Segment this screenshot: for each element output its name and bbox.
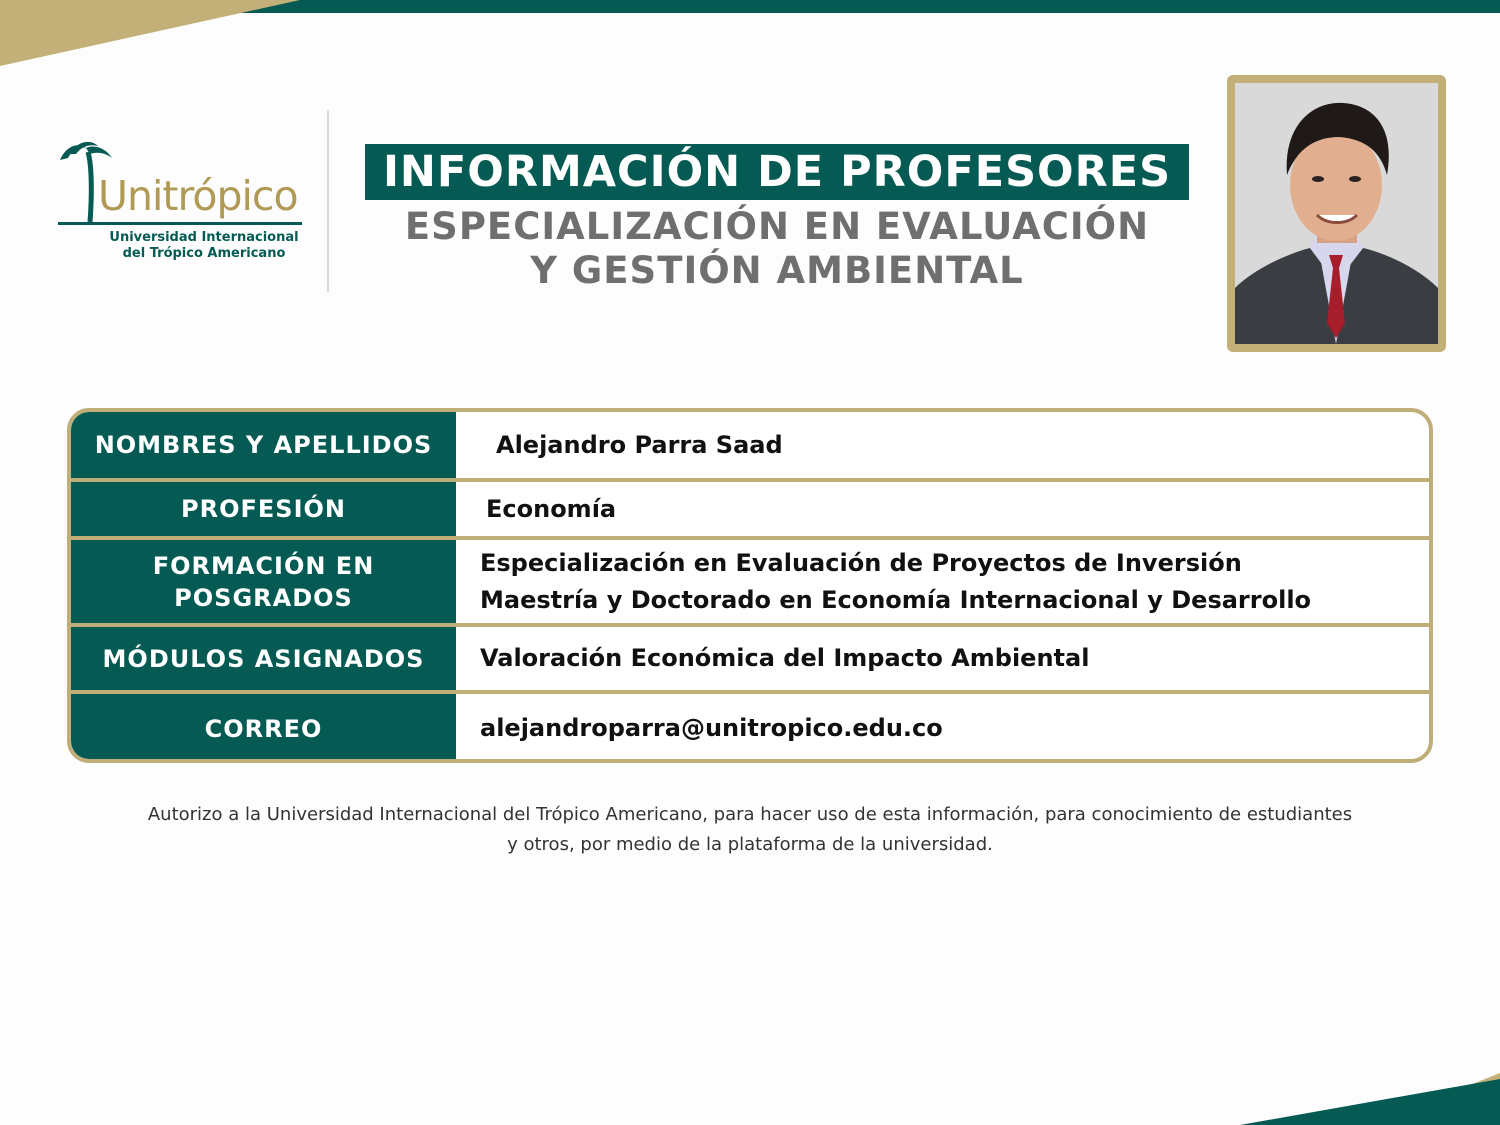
logo-underline: [58, 222, 302, 225]
table-row-email: [71, 694, 1429, 763]
email-value: alejandroparra@unitropico.edu.co: [480, 714, 943, 742]
authorization-line2: y otros, por medio de la plataforma de la universidad.: [507, 834, 993, 855]
professor-name: Alejandro Parra Saad: [496, 430, 783, 459]
row-value: [456, 412, 1429, 478]
modules-value: Valoración Económica del Impacto Ambiental: [480, 644, 1090, 672]
profile-photo-frame: [1227, 75, 1446, 352]
program-subtitle-line1: ESPECIALIZACIÓN EN EVALUACIÓN: [404, 205, 1150, 248]
row-label: CORREO: [71, 694, 456, 763]
row-label: FORMACIÓN EN POSGRADOS: [71, 540, 456, 623]
row-label: NOMBRES Y APELLIDOS: [71, 412, 456, 478]
top-gold-wedge: [0, 0, 300, 70]
table-row-profession: [71, 482, 1429, 536]
authorization-line1: Autorizo a la Universidad Internacional del Trópico Americano, para hacer uso de esta información, para conocimiento de estudiantes: [147, 804, 1353, 825]
profile-photo: [1235, 83, 1438, 344]
program-subtitle: [365, 205, 1189, 293]
postgraduate-value-2: Maestría y Doctorado en Economía Internacional y Desarrollo: [480, 585, 1312, 614]
bottom-corner-decoration: [1120, 1035, 1500, 1125]
header-divider: [327, 110, 329, 292]
postgraduate-value-1: Especialización en Evaluación de Proyectos de Inversión: [480, 548, 1242, 577]
logo-subtitle-line1: Universidad Internacional: [109, 230, 299, 245]
logo-wordmark: Unitrópico: [98, 172, 298, 220]
program-subtitle-line2: Y GESTIÓN AMBIENTAL: [530, 249, 1024, 292]
logo-subtitle-line2: del Trópico Americano: [122, 246, 286, 261]
title-band: [365, 144, 1189, 200]
table-row-modules: [71, 627, 1429, 690]
university-logo: [56, 132, 306, 272]
authorization-note: [60, 800, 1440, 860]
person-portrait-icon: [1235, 83, 1438, 344]
row-value: [456, 482, 1429, 536]
row-value: [456, 694, 1429, 763]
professor-info-table: [67, 408, 1433, 763]
row-value: [456, 627, 1429, 690]
row-label: MÓDULOS ASIGNADOS: [71, 627, 456, 690]
row-value: [456, 540, 1429, 623]
logo-subtitle: [104, 230, 304, 262]
row-label: PROFESIÓN: [71, 482, 456, 536]
profession-value: Economía: [486, 494, 617, 523]
table-row-postgraduate: [71, 540, 1429, 623]
page-title: INFORMACIÓN DE PROFESORES: [382, 147, 1172, 197]
table-row-name: [71, 412, 1429, 478]
